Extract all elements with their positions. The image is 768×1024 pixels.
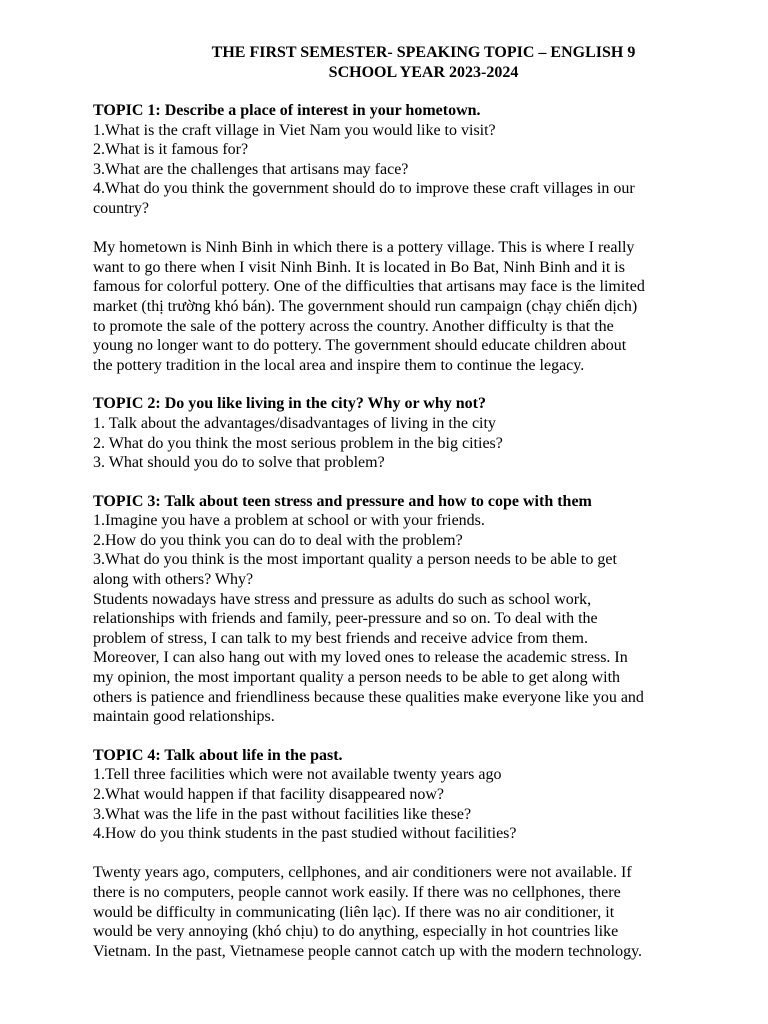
answer-line: young no longer want to do pottery. The government should educate children about [93,337,627,355]
answer-line: maintain good relationships. [93,708,275,726]
topic-heading: TOPIC 2: Do you like living in the city? Why or why not? [93,395,486,413]
answer-line: famous for colorful pottery. One of the difficulties that artisans may face is the limited [93,278,645,296]
topic-question-line: 1.Tell three facilities which were not available twenty years ago [93,766,502,784]
topic-question-line: 3.What was the life in the past without facilities like these? [93,805,472,823]
topic-section-4 [93,746,716,962]
answer-line: others is patience and friendliness because these qualities make everyone like you and [93,688,644,706]
topic-question-line: 3. What should you do to solve that problem? [93,454,385,472]
answer-paragraph [93,590,716,727]
topic-heading: TOPIC 3: Talk about teen stress and pressure and how to cope with them [93,492,592,510]
answer-line: market (thị trường khó bán). The government should run campaign (chạy chiến dịch) [93,297,638,315]
answer-line: would be very annoying (khó chịu) to do anything, especially in hot countries like [93,923,619,941]
title-line-1: THE FIRST SEMESTER- SPEAKING TOPIC – ENGLISH 9 [211,44,636,61]
topic-question-line: 3.What do you think is the most important quality a person needs to be able to get [93,551,617,569]
topic-section-1 [93,101,716,375]
answer-line: relationships with friends and family, peer-pressure and so on. To deal with the [93,610,598,628]
answer-line: want to go there when I visit Ninh Binh. It is located in Bo Bat, Ninh Binh and it is [93,258,625,276]
topic-question-line: 2.What is it famous for? [93,141,249,159]
answer-line: Vietnam. In the past, Vietnamese people cannot catch up with the modern technology. [93,942,643,960]
topic-question-line: 1.What is the craft village in Viet Nam you would like to visit? [93,121,496,139]
topics-container [93,101,716,961]
answer-line: problem of stress, I can talk to my best friends and receive advice from them. [93,629,588,647]
answer-line: would be difficulty in communicating (liên lạc). If there was no air conditioner, it [93,903,615,921]
answer-line: Moreover, I can also hang out with my loved ones to release the academic stress. In [93,649,628,667]
answer-paragraph [93,863,716,961]
topic-section-2 [93,394,716,472]
answer-line: the pottery tradition in the local area and inspire them to continue the legacy. [93,356,585,374]
answer-paragraph [93,238,716,375]
answer-line: My hometown is Ninh Binh in which there is a pottery village. This is where I really [93,239,635,257]
answer-line: to promote the sale of the pottery across the country. Another difficulty is that the [93,317,614,335]
topic-section-3 [93,492,716,727]
title-line-2: SCHOOL YEAR 2023-2024 [328,63,519,81]
topic-question-line: 4.What do you think the government should do to improve these craft villages in our [93,180,635,198]
answer-line: Twenty years ago, computers, cellphones, and air conditioners were not available. If [93,864,632,882]
answer-line: my opinion, the most important quality a person needs to be able to get along with [93,669,621,687]
document-title [93,43,754,82]
topic-question-line: country? [93,199,149,217]
topic-heading: TOPIC 1: Describe a place of interest in your hometown. [93,102,481,119]
answer-line: Students nowadays have stress and pressure as adults do such as school work, [93,590,592,608]
topic-question-line: 1. Talk about the advantages/disadvantages of living in the city [93,414,496,432]
topic-question-line: 2. What do you think the most serious problem in the big cities? [93,434,503,452]
topic-question-line: 2.What would happen if that facility disappeared now? [93,786,444,803]
answer-line: there is no computers, people cannot work easily. If there was no cellphones, there [93,883,621,901]
topic-question-line: 3.What are the challenges that artisans may face? [93,160,409,178]
topic-heading: TOPIC 4: Talk about life in the past. [93,746,343,764]
topic-question-line: 2.How do you think you can do to deal with the problem? [93,531,463,549]
topic-question-line: 4.How do you think students in the past studied without facilities? [93,825,517,843]
topic-question-line: 1.Imagine you have a problem at school or with your friends. [93,512,485,530]
topic-question-line: along with others? Why? [93,571,254,589]
